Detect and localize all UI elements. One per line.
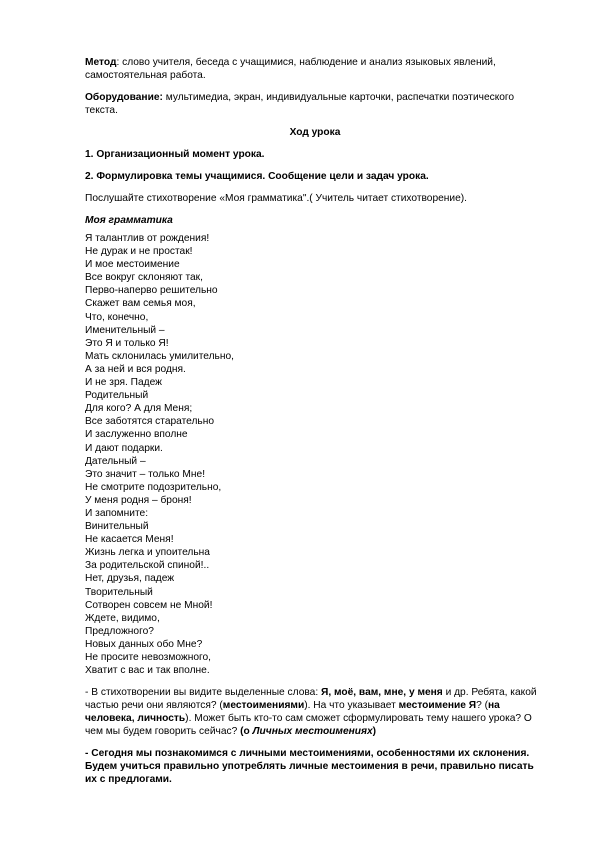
- poem-line: Не дурак и не простак!: [85, 246, 193, 258]
- poem-line: И запомните:: [85, 507, 149, 519]
- poem-title: Моя грамматика: [85, 215, 173, 226]
- poem-line: Именительный –: [85, 324, 165, 336]
- highlighted-words: Я, моё, вам, мне, у меня: [321, 687, 443, 699]
- poem-line: Не смотрите подозрительно,: [85, 481, 222, 493]
- poem-line: У меня родня – броня!: [85, 494, 192, 506]
- method-label: Метод: [85, 57, 117, 68]
- poem-line: Это Я и только Я!: [85, 337, 169, 349]
- poem-line: И дают подарки.: [85, 442, 163, 454]
- poem-line: Винительный: [85, 521, 149, 533]
- poem-line: Все заботятся старательно: [85, 416, 215, 428]
- step-2: 2. Формулировка темы учащимися. Сообщение цели и задач урока.: [85, 171, 429, 182]
- poem-line: И не зря. Падеж: [85, 377, 162, 389]
- poem-line: Предложного?: [85, 625, 154, 637]
- question-text: и др. Ребята, какой частью речи они являются? (: [85, 687, 537, 712]
- poem-line: Перво-наперво решительно: [85, 285, 218, 297]
- poem-line: Не просите невозможного,: [85, 652, 211, 663]
- poem: [85, 232, 545, 677]
- poem-line: Не касается Меня!: [85, 534, 174, 546]
- poem-line: Что, конечно,: [85, 311, 149, 323]
- question-paragraph: [85, 686, 545, 738]
- poem-line: Сотворен совсем не Мной!: [85, 599, 213, 611]
- listen-instruction: Послушайте стихотворение «Моя грамматика".( Учитель читает стихотворение).: [85, 193, 467, 204]
- poem-line: Нет, друзья, падеж: [85, 573, 175, 585]
- poem-line: Все вокруг склоняют так,: [85, 272, 203, 284]
- method-paragraph: [85, 56, 545, 82]
- poem-line: И мое местоимение: [85, 259, 180, 271]
- question-text: - В стихотворении вы видите выделенные слова:: [85, 687, 321, 699]
- document-page: [85, 56, 545, 786]
- poem-line: Хватит с вас и так вполне.: [85, 665, 210, 677]
- step-1: 1. Организационный момент урока.: [85, 149, 265, 160]
- poem-line: За родительской спиной!..: [85, 560, 210, 572]
- conclusion-paragraph: - Сегодня мы познакомимся с личными местоимениями, особенностями их склонения. Будем учиться правильно употреблять личные местоимения в речи, правильно писать их с предлогами.: [85, 748, 534, 786]
- poem-line: Мать склонилась умилительно,: [85, 350, 234, 362]
- answer-person: на человека, личность: [85, 700, 500, 725]
- answer-topic-close: ): [372, 726, 377, 738]
- poem-line: Жизнь легка и упоительна: [85, 547, 210, 559]
- poem-line: Для кого? А для Меня;: [85, 403, 193, 415]
- lesson-title: Ход урока: [289, 127, 341, 138]
- poem-line: Это значит – только Мне!: [85, 468, 206, 480]
- answer-pronouns: местоимениями: [222, 700, 305, 712]
- method-text: : слово учителя, беседа с учащимися, наблюдение и анализ языковых явлений, самостоятельная работа.: [85, 57, 496, 81]
- poem-line: Я талантлив от рождения!: [85, 233, 210, 244]
- poem-line: А за ней и вся родня.: [85, 363, 186, 375]
- poem-line: Творительный: [85, 586, 153, 598]
- equipment-text: мультимедиа, экран, индивидуальные карточки, распечатки поэтического текста.: [85, 92, 515, 116]
- question-text: ). Может быть кто-то сам сможет сформулировать тему нашего урока? О чем мы будем говорить сейчас?: [85, 713, 532, 738]
- poem-line: Родительный: [85, 390, 149, 402]
- pronoun-ya: местоимение Я: [398, 700, 477, 712]
- poem-line: И заслуженно вполне: [85, 429, 188, 441]
- poem-line: Новых данных обо Мне?: [85, 638, 203, 650]
- poem-line: Ждете, видимо,: [85, 612, 160, 624]
- answer-topic-open: (о: [240, 726, 253, 738]
- answer-topic: Личных местоимениях: [252, 726, 373, 738]
- question-text: ? (: [476, 700, 488, 712]
- poem-line: Дательный –: [85, 455, 146, 467]
- poem-line: Скажет вам семья моя,: [85, 298, 196, 310]
- question-text: ). На что указывает: [304, 700, 399, 712]
- equipment-label: Оборудование:: [85, 92, 163, 103]
- equipment-paragraph: [85, 91, 545, 117]
